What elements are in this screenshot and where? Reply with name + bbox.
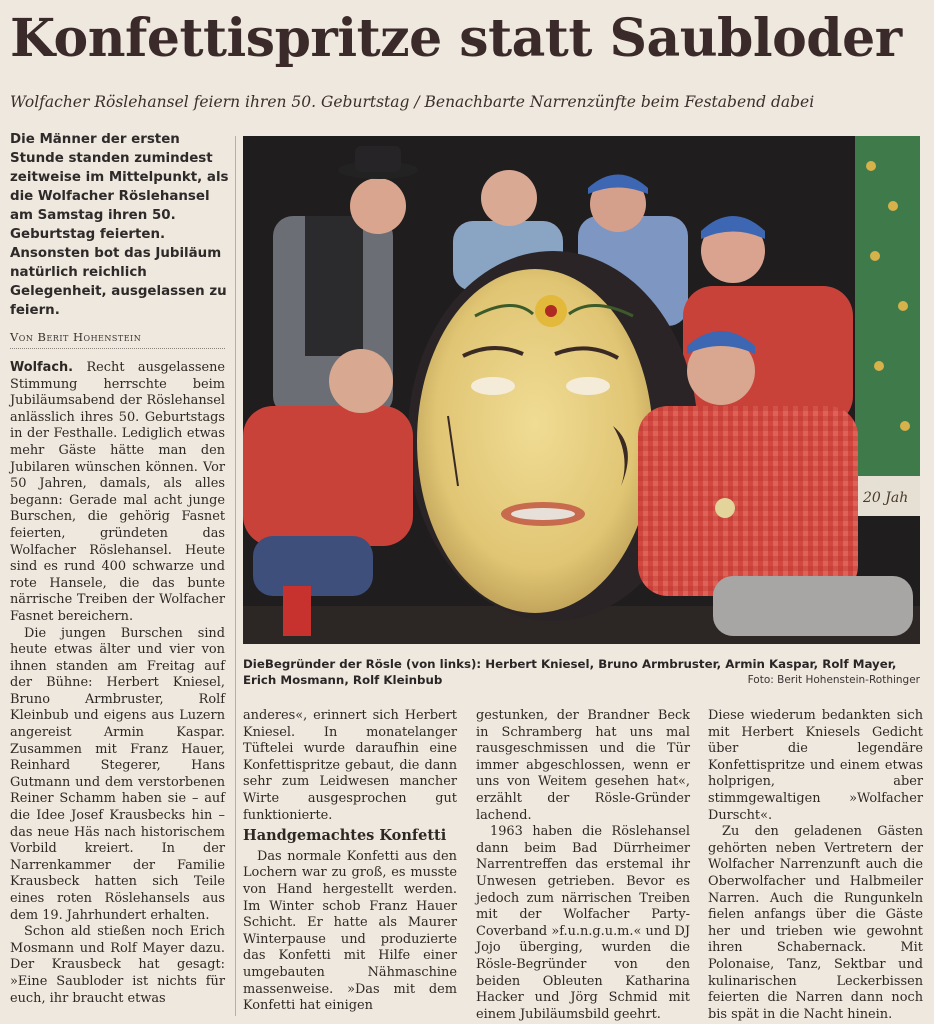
article-column-1 [10, 360, 225, 1007]
article-column-4 [708, 708, 923, 1023]
dateline: Wolfach. [10, 360, 74, 375]
article-paragraph [10, 360, 225, 626]
subheadline: Wolfacher Röslehansel feiern ihren 50. Geburtstag / Benachbarte Narrenzünfte beim Festabend dabei [10, 93, 815, 111]
article-column-2 [243, 708, 457, 1015]
paragraph-text: Recht ausgelassene Stimmung herrschte beim Jubiläumsabend der Röslehansel anlässlich ihres 50. Geburtstags in der Festhalle. Lediglich etwas mehr Gäste hätte man den Jubilaren wünschen können. Vor 50 Jahren, damals, als alles begann: Gerade mal acht junge Burschen, die gehörig Fasnet feierten, gründeten das Wolfacher Röslehansel. Heute sind es rund 400 schwarze und rote Hansele, die das bunte närrische Treiben der Wolfacher Fasnet bereichern. [10, 360, 225, 624]
article-paragraph: Diese wiederum bedankten sich mit Herbert Kniesels Gedicht über die legendäre Konfettispritze und einem etwas holprigen, aber stimmgewaltigen »Wolfacher Durscht«. [708, 708, 923, 823]
article-paragraph: gestunken, der Brandner Beck in Schramberg hat uns mal rausgeschmissen und die Tür immer abgeschlossen, wenn er uns von Weitem gesehen hat«, erzählt der Rösle-Gründer lachend. [476, 708, 690, 823]
photo-illustration [243, 136, 920, 644]
article-paragraph: anderes«, erinnert sich Herbert Kniesel. In monatelanger Tüftelei wurde daraufhin eine Konfettispritze gebaut, die dann sehr zum Leidwesen mancher Wirte ausgesprochen gut funktionierte. [243, 708, 457, 823]
byline: Von Berit Hohenstein [10, 330, 225, 349]
news-photo [243, 136, 920, 644]
photo-caption: DieBegründer der Rösle (von links): Herbert Kniesel, Bruno Armbruster, Armin Kaspar, Rolf Mayer, Erich Mosmann, Rolf Kleinbub [243, 657, 897, 687]
lead-paragraph: Die Männer der ersten Stunde standen zumindest zeitweise im Mittelpunkt, als die Wolfacher Röslehansel am Samstag ihren 50. Geburtstag feierten. Ansonsten bot das Jubiläum natürlich reichlich Gelegenheit, ausgelassen zu feiern. [10, 132, 229, 318]
headline: Konfettispritze statt Saubloder [10, 8, 902, 69]
banner-text: 20 Jah [863, 490, 909, 506]
article-paragraph: Die jungen Burschen sind heute etwas älter und vier von ihnen standen am Freitag auf der Bühne: Herbert Kniesel, Bruno Armbruster, Rolf Kleinbub und eigens aus Luzern angereist Armin Kaspar. Zusammen mit Franz Hauer, Reinhard Stegerer, Hans Gutmann und dem verstorbenen Reiner Schamm haben sie – auf die Idee Josef Krausbecks hin – das neue Häs nach historischem Vorbild kreiert. In der Narrenkammer der Familie Krausbeck hatten sich Teile eines roten Röslehansels aus dem 19. Jahrhundert erhalten. [10, 625, 225, 923]
article-paragraph: Das normale Konfetti aus den Lochern war zu groß, es musste von Hand hergestellt werden. Im Winter schob Franz Hauer Schicht. Er hatte als Maurer Winterpause und produzierte das Konfetti mit Hilfe einer umgebauten Nähmaschine massenweise. »Das mit dem Konfetti hat einigen [243, 848, 457, 1014]
section-heading: Handgemachtes Konfetti [243, 827, 447, 845]
photo-credit: Foto: Berit Hohenstein-Rothinger [747, 674, 920, 686]
article-paragraph: Schon ald stießen noch Erich Mosmann und Rolf Mayer dazu. Der Krausbeck hat gesagt: »Eine Saubloder ist nichts für euch, ihr braucht etwas [10, 924, 225, 1006]
article-column-3 [476, 708, 690, 1023]
column-divider [235, 136, 236, 1016]
article-paragraph: 1963 haben die Röslehansel dann beim Bad Dürrheimer Narrentreffen das erstemal ihr Unwesen getrieben. Bevor es jedoch zum närrischen Treiben mit der Wolfacher Party-Coverband »f.u.n.g.u.m.« und DJ Jojo überging, wurden die Rösle-Begründer von den beiden Obleuten Katharina Hacker und Jörg Schmid mit einem Jubiläumsbild geehrt. [476, 824, 690, 1022]
article-paragraph: Zu den geladenen Gästen gehörten neben Vertretern der Wolfacher Narrenzunft auch die Oberwolfacher und Halbmeiler Narren. Auch die Rungunkeln fielen anfangs über die Gäste her und trieben wie gewohnt ihren Schabernack. Mit Polonaise, Tanz, Sektbar und kulinarischen Leckerbissen feierten die Narren dann noch bis spät in die Nacht hinein. [708, 824, 923, 1022]
